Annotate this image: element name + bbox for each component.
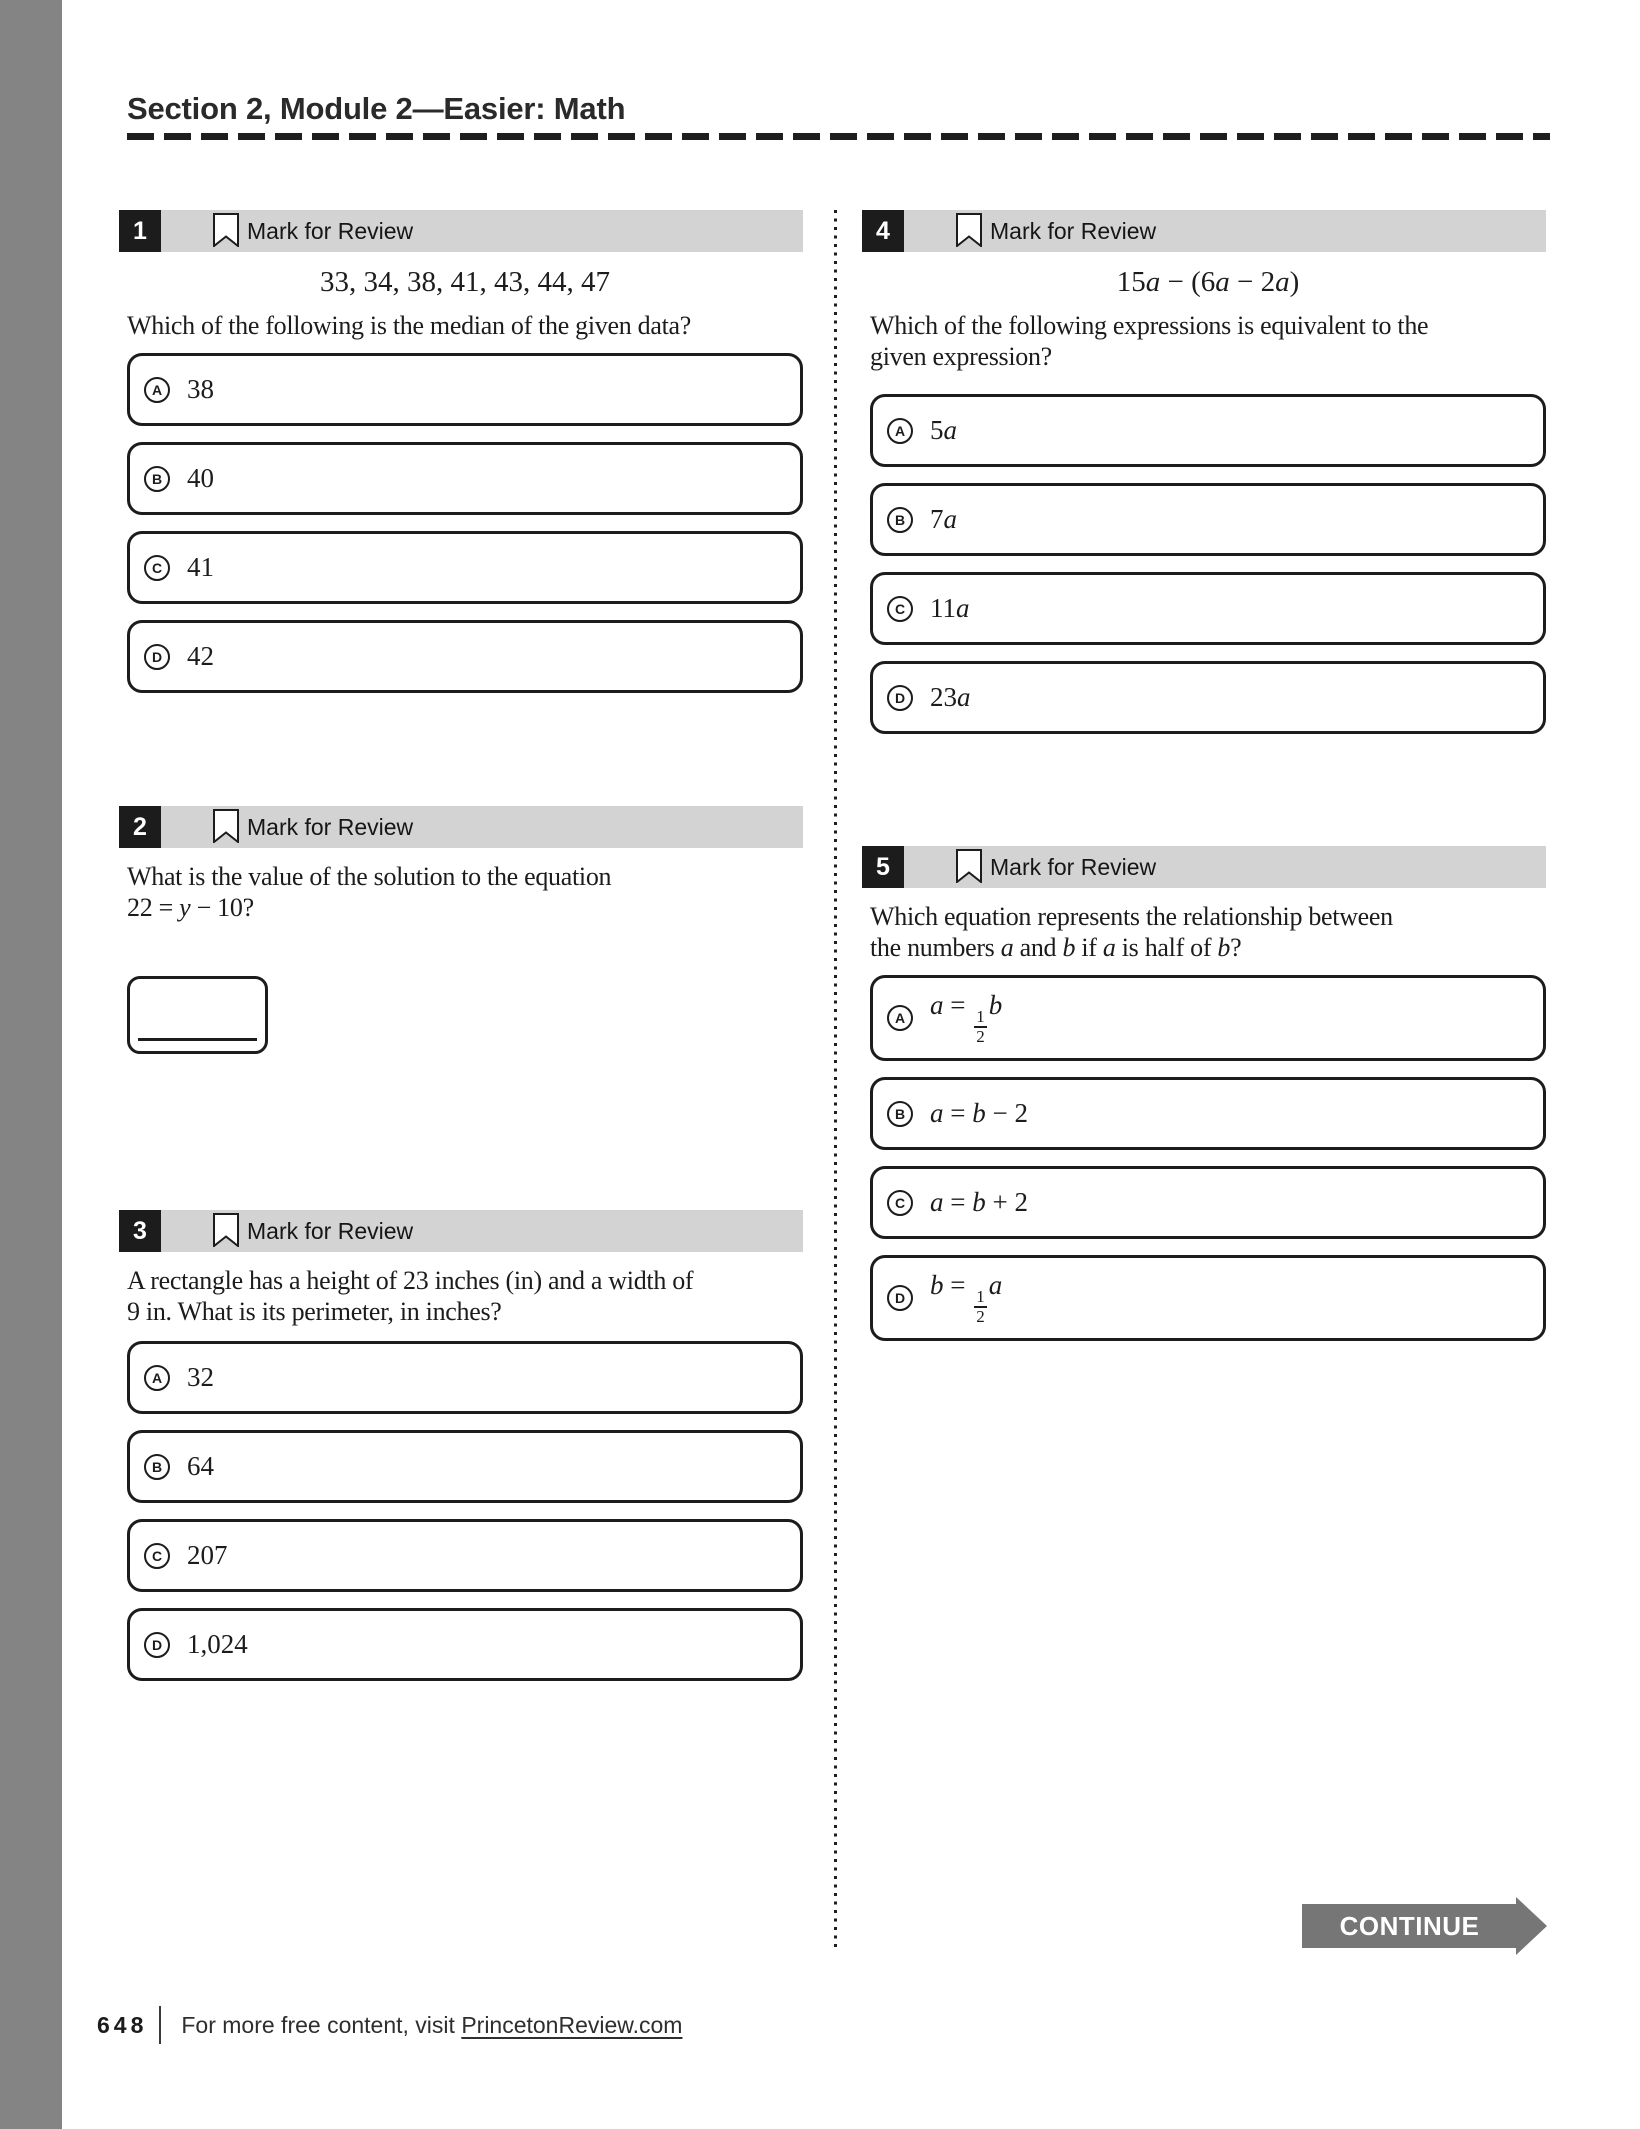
choice-letter: B xyxy=(887,1101,913,1127)
question-prompt xyxy=(870,310,1546,372)
answer-option-b[interactable] xyxy=(127,1430,803,1503)
choice-letter: A xyxy=(887,1005,913,1031)
prompt-line: the numbers a and b if a is half of b? xyxy=(870,933,1242,962)
left-margin-strip xyxy=(0,0,62,2129)
column-divider xyxy=(834,210,837,1950)
question-2 xyxy=(127,806,803,1054)
prompt-line: Which of the following expressions is equivalent to the xyxy=(870,311,1429,340)
question-prompt xyxy=(870,901,1546,963)
question-number-badge: 3 xyxy=(119,1210,161,1252)
choice-value: 5a xyxy=(930,415,957,445)
choice-letter: C xyxy=(144,555,170,581)
choice-value: 11a xyxy=(930,593,970,623)
question-stimulus: 33, 34, 38, 41, 43, 44, 47 xyxy=(320,266,610,298)
prompt-line: 9 in. What is its perimeter, in inches? xyxy=(127,1297,502,1326)
choice-letter: D xyxy=(144,1632,170,1658)
bookmark-icon[interactable] xyxy=(956,213,982,252)
choice-value: 7a xyxy=(930,504,957,534)
answer-option-d[interactable] xyxy=(870,1255,1546,1341)
footer-link[interactable]: PrincetonReview.com xyxy=(461,2011,683,2038)
answer-option-d[interactable] xyxy=(870,661,1546,734)
question-3-header xyxy=(127,1210,803,1252)
continue-arrow-icon[interactable] xyxy=(1516,1897,1547,1955)
choice-value: 64 xyxy=(187,1451,214,1481)
choice-letter: B xyxy=(144,1454,170,1480)
question-prompt xyxy=(127,861,803,923)
choice-value: b = $\frac{1}{2}$ a xyxy=(930,1270,1003,1326)
question-1-header xyxy=(127,210,803,252)
prompt-line: given expression? xyxy=(870,342,1052,371)
choice-letter: B xyxy=(887,507,913,533)
choice-letter: C xyxy=(887,596,913,622)
choice-letter: A xyxy=(144,1365,170,1391)
mark-for-review-label[interactable]: Mark for Review xyxy=(990,854,1157,880)
answer-blank-line xyxy=(138,1038,257,1041)
answer-options xyxy=(127,353,803,693)
choice-value: 42 xyxy=(187,641,214,671)
footer-prefix: For more free content, visit xyxy=(181,2011,462,2038)
question-number-badge: 5 xyxy=(862,846,904,888)
choice-value: 41 xyxy=(187,552,214,582)
footer-divider xyxy=(159,2006,161,2044)
answer-options xyxy=(870,975,1546,1341)
answer-option-a[interactable] xyxy=(870,975,1546,1061)
page-number: 648 xyxy=(97,2011,148,2038)
title-dashed-rule xyxy=(127,133,1550,140)
answer-options xyxy=(870,394,1546,734)
answer-option-c[interactable] xyxy=(127,531,803,604)
question-1 xyxy=(127,210,803,709)
answer-option-d[interactable] xyxy=(127,620,803,693)
mark-for-review-label[interactable]: Mark for Review xyxy=(247,218,414,244)
free-response-box[interactable] xyxy=(127,976,268,1054)
mark-for-review-label[interactable]: Mark for Review xyxy=(990,218,1157,244)
choice-letter: B xyxy=(144,466,170,492)
choice-value: 23a xyxy=(930,682,971,712)
answer-option-c[interactable] xyxy=(870,1166,1546,1239)
question-3 xyxy=(127,1210,803,1697)
mark-for-review-label[interactable]: Mark for Review xyxy=(247,1218,414,1244)
question-prompt xyxy=(127,310,803,341)
question-prompt xyxy=(127,1265,803,1327)
answer-options xyxy=(127,1341,803,1681)
choice-value: a = $\frac{1}{2}$ b xyxy=(930,990,1003,1046)
answer-option-b[interactable] xyxy=(870,1077,1546,1150)
question-number-badge: 2 xyxy=(119,806,161,848)
page-footer xyxy=(97,2006,682,2044)
answer-option-a[interactable] xyxy=(127,1341,803,1414)
choice-value: a = b − 2 xyxy=(930,1098,1028,1128)
answer-option-b[interactable] xyxy=(870,483,1546,556)
answer-option-c[interactable] xyxy=(127,1519,803,1592)
choice-value: 40 xyxy=(187,463,214,493)
question-5-header xyxy=(870,846,1546,888)
answer-option-c[interactable] xyxy=(870,572,1546,645)
mark-for-review-label[interactable]: Mark for Review xyxy=(247,814,414,840)
prompt-line: Which of the following is the median of the given data? xyxy=(127,311,691,340)
choice-letter: D xyxy=(887,1285,913,1311)
bookmark-icon[interactable] xyxy=(956,849,982,888)
question-2-header xyxy=(127,806,803,848)
choice-value: a = b + 2 xyxy=(930,1187,1028,1217)
prompt-line: A rectangle has a height of 23 inches (in) and a width of xyxy=(127,1266,694,1295)
answer-option-d[interactable] xyxy=(127,1608,803,1681)
choice-letter: C xyxy=(887,1190,913,1216)
question-4-header xyxy=(870,210,1546,252)
prompt-line: What is the value of the solution to the equation xyxy=(127,862,612,891)
page-title: Section 2, Module 2—Easier: Math xyxy=(127,90,626,126)
question-number-badge: 4 xyxy=(862,210,904,252)
question-5 xyxy=(870,846,1546,1357)
footer-text xyxy=(181,2012,682,2039)
choice-letter: D xyxy=(144,644,170,670)
choice-letter: D xyxy=(887,685,913,711)
choice-letter: C xyxy=(144,1543,170,1569)
prompt-line: Which equation represents the relationship between xyxy=(870,902,1393,931)
answer-option-a[interactable] xyxy=(127,353,803,426)
bookmark-icon[interactable] xyxy=(213,809,239,848)
choice-value: 38 xyxy=(187,374,214,404)
answer-option-b[interactable] xyxy=(127,442,803,515)
choice-value: 1,024 xyxy=(187,1629,248,1659)
bookmark-icon[interactable] xyxy=(213,1213,239,1252)
choice-letter: A xyxy=(887,418,913,444)
question-stimulus: 15a − (6a − 2a) xyxy=(1116,266,1300,298)
choice-value: 32 xyxy=(187,1362,214,1392)
question-number-badge: 1 xyxy=(119,210,161,252)
bookmark-icon[interactable] xyxy=(213,213,239,252)
choice-letter: A xyxy=(144,377,170,403)
question-4 xyxy=(870,210,1546,750)
continue-button[interactable]: CONTINUE xyxy=(1302,1904,1517,1948)
choice-value: 207 xyxy=(187,1540,228,1570)
prompt-line: 22 = y − 10? xyxy=(127,893,254,922)
answer-option-a[interactable] xyxy=(870,394,1546,467)
